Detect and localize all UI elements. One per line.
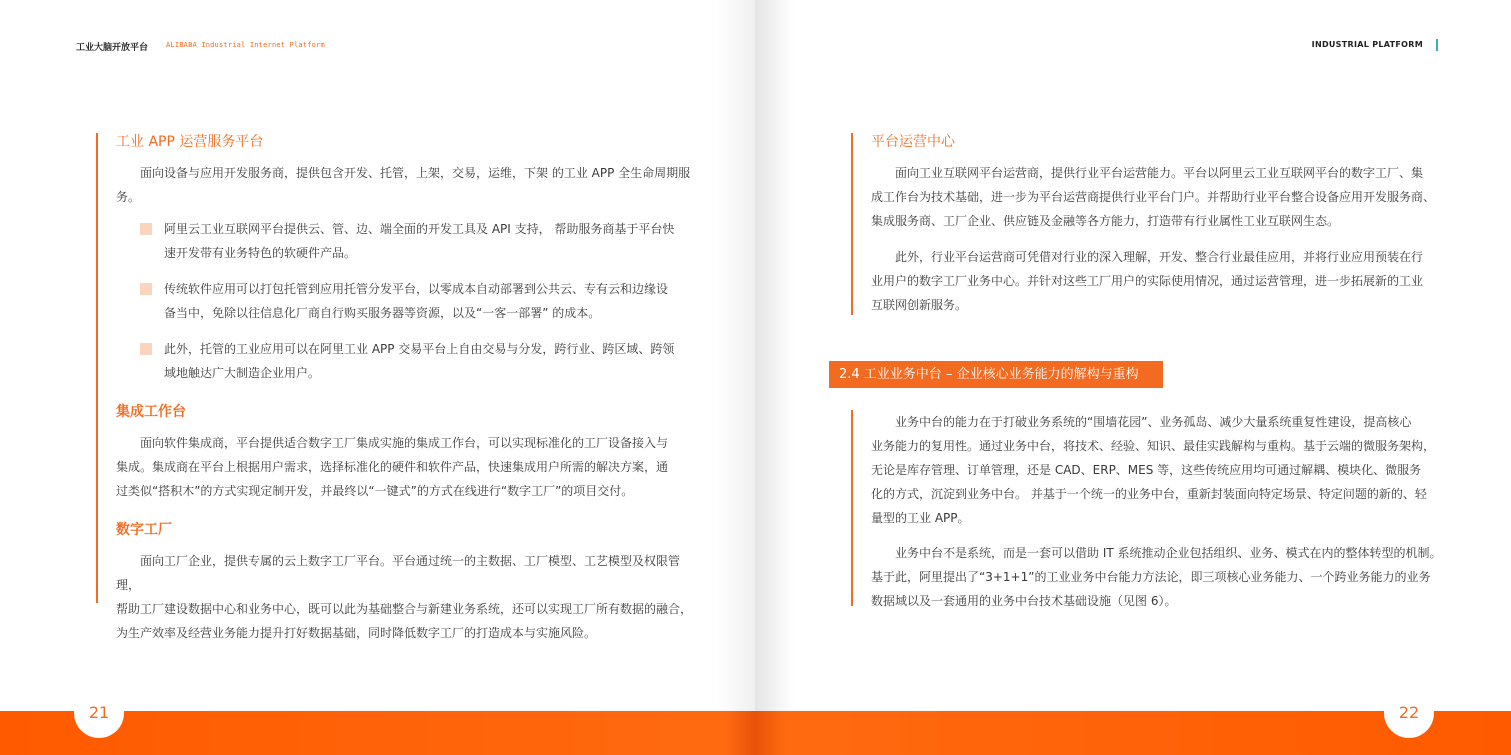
bullet-item	[116, 217, 696, 265]
section-intro: 面向设备与应用开发服务商，提供包含开发、托管，上架，交易，运维，下架 的工业 APP 全生命周期服务。	[116, 166, 691, 204]
bmp-paragraph-1	[871, 410, 1451, 530]
bullet-line: 域地触达广大制造企业用户。	[164, 366, 321, 380]
header-title: 工业大脑开放平台	[76, 43, 149, 53]
section-ops-center	[851, 133, 1451, 317]
section-title: 平台运营中心	[871, 134, 955, 150]
header-accent-bar	[1436, 39, 1438, 51]
integration-paragraph	[116, 431, 696, 503]
section-title: 工业 APP 运营服务平台	[116, 134, 264, 150]
paragraph-line: 过类似“搭积木”的方式实现定制开发，并最终以“一键式”的方式在线进行“数字工厂”的项目交付。	[116, 484, 634, 498]
header-right-title: INDUSTRIAL PLATFORM	[1311, 40, 1423, 49]
header-subtitle: ALIBABA Industrial Internet Platform	[166, 41, 325, 49]
paragraph-line: 面向软件集成商，平台提供适合数字工厂集成实施的集成工作台，可以实现标准化的工厂设备接入与	[140, 436, 669, 450]
section-app-platform	[96, 133, 696, 645]
paragraph-line: 成工作台为技术基础，进一步为平台运营商提供行业平台门户。并帮助行业平台整合设备应用开发服务商、	[871, 190, 1436, 204]
paragraph-line: 互联网创新服务。	[871, 298, 968, 312]
page-number-left: 21	[88, 703, 110, 722]
paragraph-line: 帮助工厂建设数据中心和业务中心，既可以此为基础整合与新建业务系统，还可以实现工厂所有数据的融合，	[116, 602, 693, 616]
paragraph-line: 集成。集成商在平台上根据用户需求，选择标准化的硬件和软件产品，快速集成用户所需的解决方案，通	[116, 460, 669, 474]
paragraph-line: 数据域以及一套通用的业务中台技术基础设施（见图 6）。	[871, 594, 1177, 608]
bullet-square-icon	[140, 223, 152, 235]
bullet-line: 传统软件应用可以打包托管到应用托管分发平台，以零成本自动部署到公共云、专有云和边缘设	[164, 282, 669, 296]
paragraph-line: 基于此，阿里提出了“3+1+1”的工业业务中台能力方法论，即三项核心业务能力、一个跨业务能力的业务	[871, 570, 1431, 584]
paragraph-line: 量型的工业 APP。	[871, 511, 970, 525]
bullet-item	[116, 277, 696, 325]
paragraph-line: 无论是库存管理、订单管理，还是 CAD、ERP、MES 等，这些传统应用均可通过解耦、模块化、微服务	[871, 463, 1422, 477]
section-accent-line	[851, 410, 853, 606]
bullet-line: 备当中，免除以往信息化厂商自行购买服务器等资源，以及“一客一部署” 的成本。	[164, 306, 601, 320]
paragraph-line: 此外，行业平台运营商可凭借对行业的深入理解，开发、整合行业最佳应用，并将行业应用预装在行	[895, 250, 1424, 264]
paragraph-line: 面向工业互联网平台运营商，提供行业平台运营能力。平台以阿里云工业互联网平台的数字工厂、集	[895, 166, 1424, 180]
bullet-list	[116, 217, 696, 385]
paragraph-line: 面向工厂企业，提供专属的云上数字工厂平台。平台通过统一的主数据、工厂模型、工艺模型及权限管理，	[116, 554, 681, 592]
paragraph-line: 为生产效率及经营业务能力提升打好数据基础，同时降低数字工厂的打造成本与实施风险。	[116, 626, 597, 640]
section-title-digital-factory: 数字工厂	[116, 522, 172, 538]
page-number-right: 22	[1398, 703, 1420, 722]
section-accent-line	[96, 133, 98, 603]
section-business-middle-platform	[851, 410, 1451, 613]
paragraph-line: 业用户的数字工厂业务中心。并针对这些工厂用户的实际使用情况，通过运营管理，进一步拓展新的工业	[871, 274, 1424, 288]
paragraph-line: 业务中台不是系统，而是一套可以借助 IT 系统推动企业包括组织、业务、模式在内的整体转型的机制。	[895, 546, 1442, 560]
ops-paragraph-1	[871, 161, 1451, 233]
section-banner-2-4: 2.4 工业业务中台 – 企业核心业务能力的解构与重构	[829, 361, 1163, 388]
bullet-line: 速开发带有业务特色的软硬件产品。	[164, 246, 357, 260]
section-accent-line	[851, 133, 853, 315]
bmp-paragraph-2	[871, 541, 1451, 613]
left-page	[0, 0, 755, 755]
ops-paragraph-2	[871, 245, 1451, 317]
bullet-line: 此外，托管的工业应用可以在阿里工业 APP 交易平台上自由交易与分发，跨行业、跨区域、跨领	[164, 342, 675, 356]
digital-factory-paragraph	[116, 549, 696, 645]
paragraph-line: 集成服务商、工厂企业、供应链及金融等各方能力，打造带有行业属性工业互联网生态。	[871, 214, 1340, 228]
bullet-square-icon	[140, 343, 152, 355]
paragraph-line: 业务能力的复用性。通过业务中台，将技术、经验、知识、最佳实践解构与重构。基于云端的微服务架构，	[871, 439, 1436, 453]
section-title-integration: 集成工作台	[116, 404, 186, 420]
paragraph-line: 业务中台的能力在于打破业务系统的“围墙花园”、业务孤岛、减少大量系统重复性建设，提高核心	[895, 415, 1412, 429]
bullet-item	[116, 337, 696, 385]
bullet-line: 阿里云工业互联网平台提供云、管、边、端全面的开发工具及 API 支持， 帮助服务商基于平台快	[164, 222, 675, 236]
footer-bar	[0, 711, 1511, 755]
bullet-square-icon	[140, 283, 152, 295]
paragraph-line: 化的方式，沉淀到业务中台。 并基于一个统一的业务中台，重新封装面向特定场景、特定问题的新的、轻	[871, 487, 1427, 501]
